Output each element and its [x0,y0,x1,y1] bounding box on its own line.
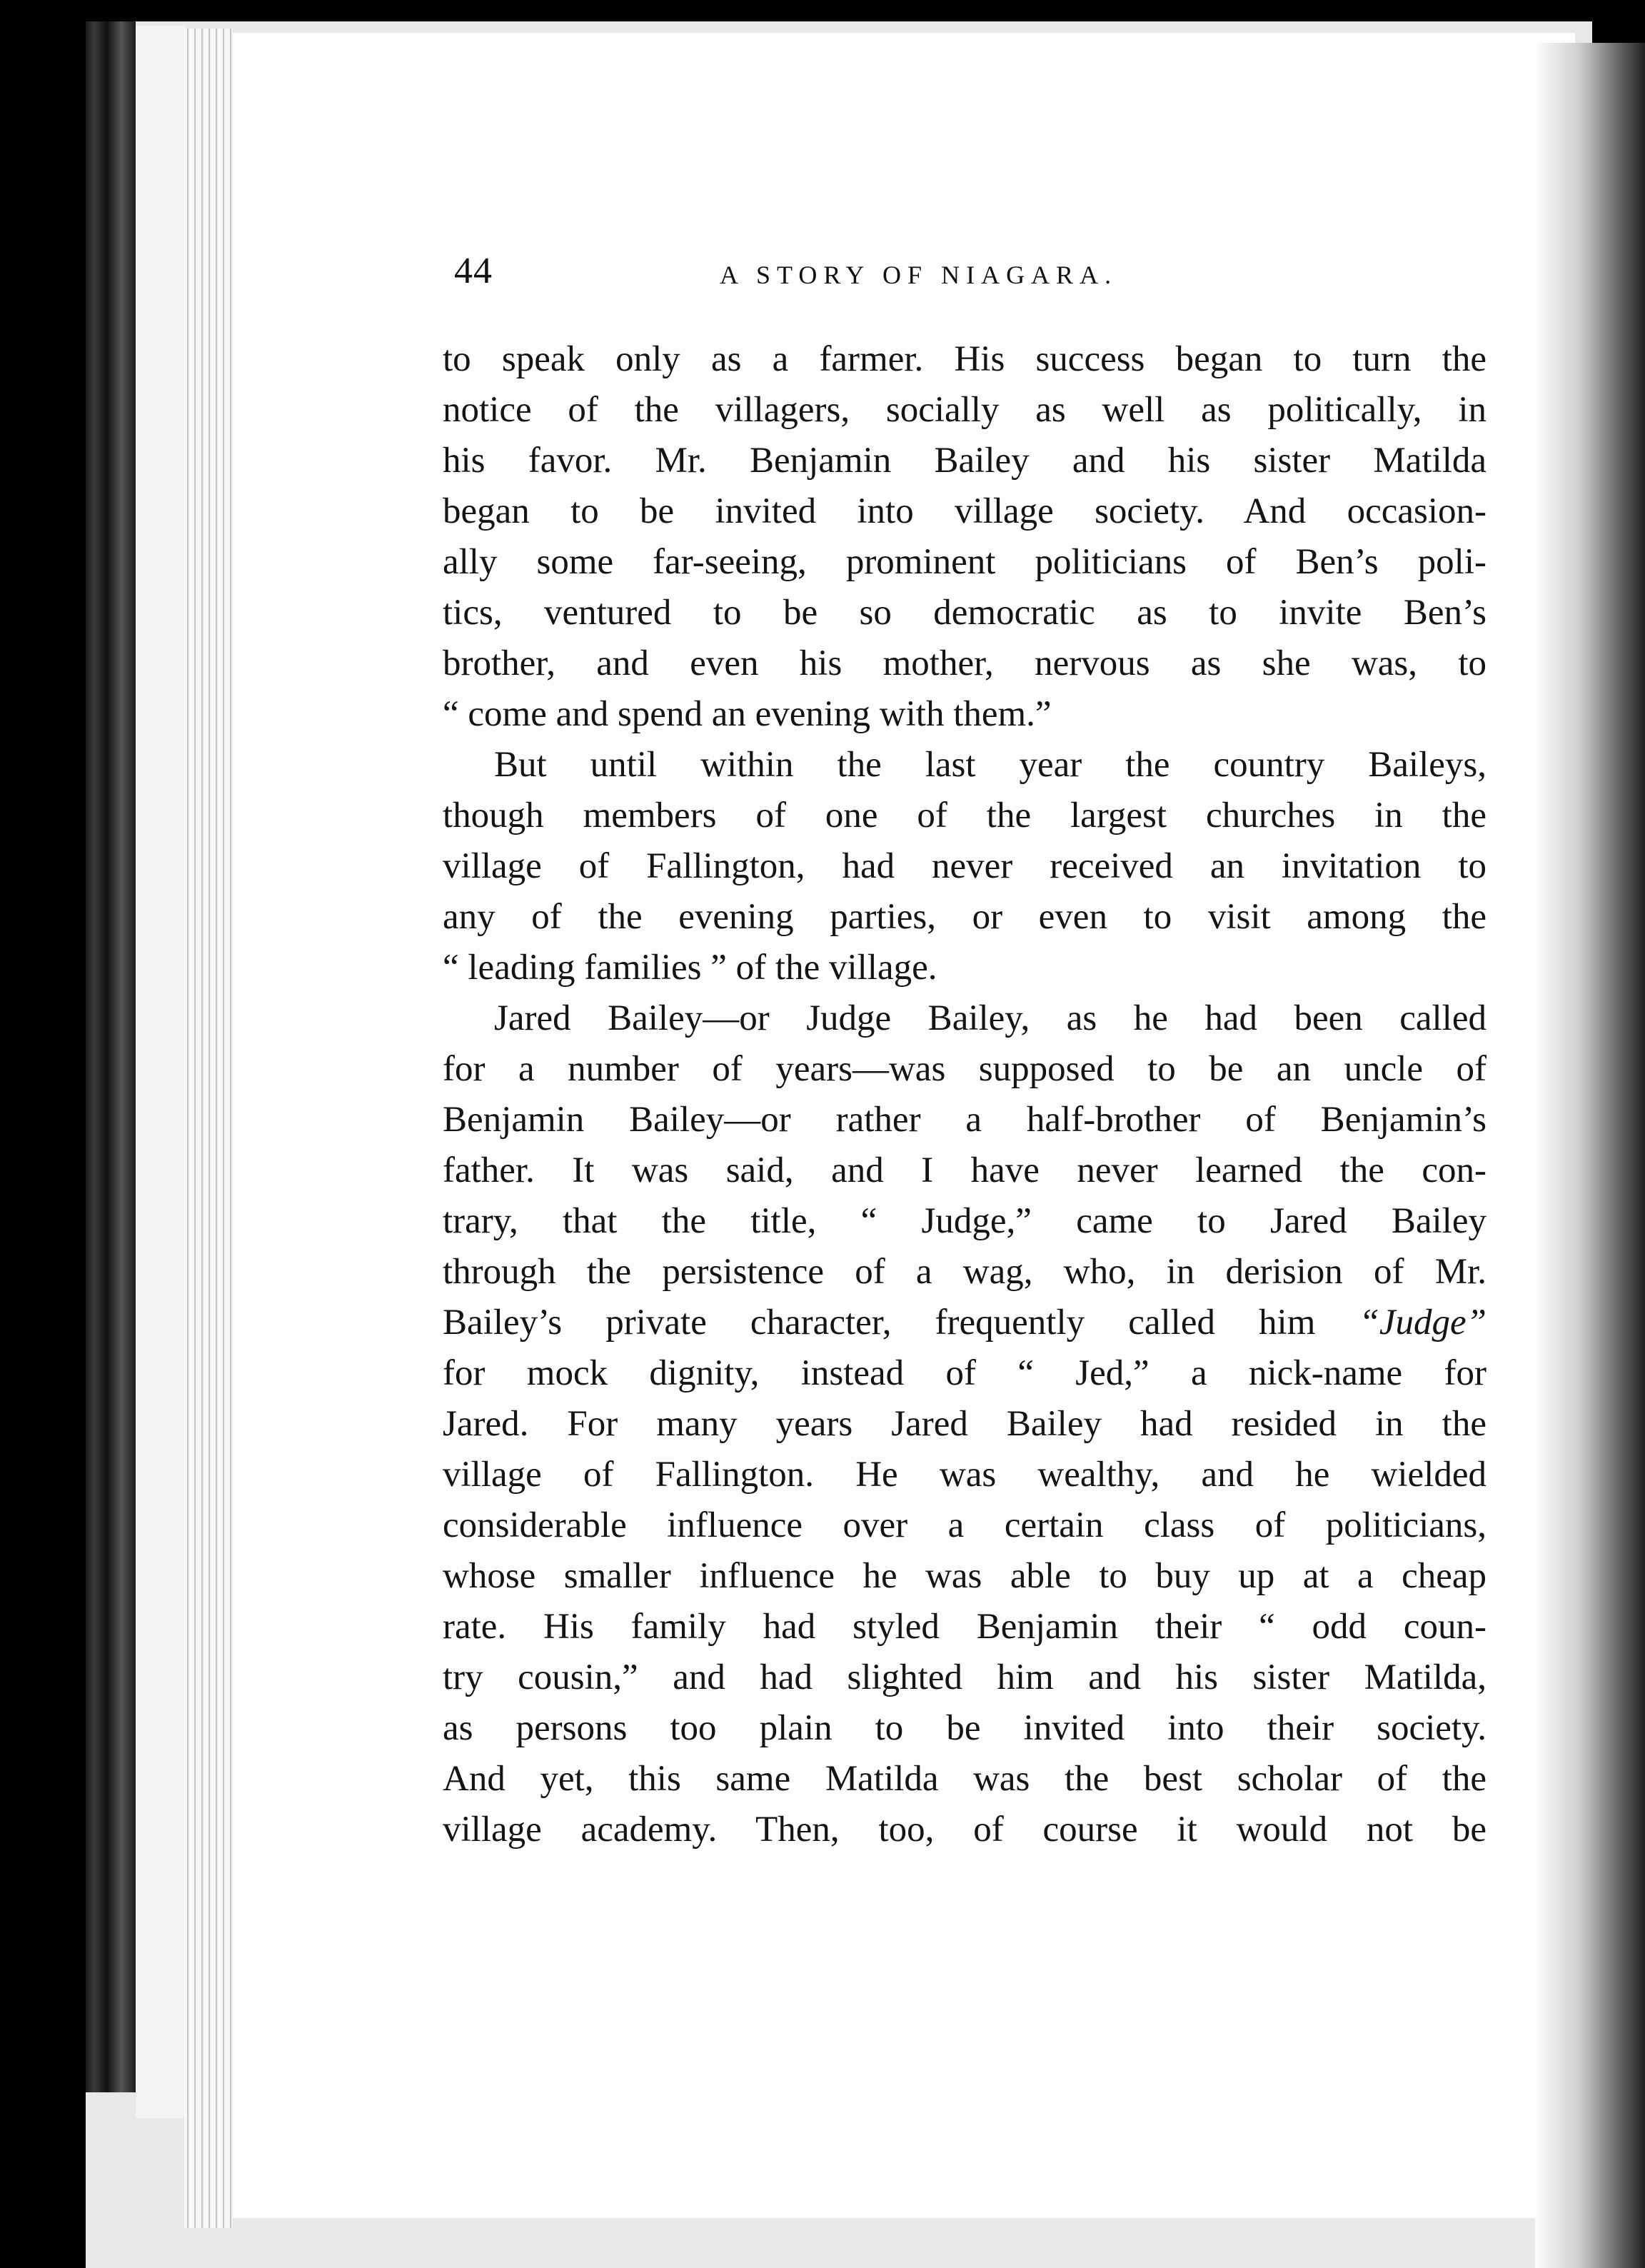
text-line: though members of one of the largest churches in the [443,796,1486,836]
text-line: “ come and spend an evening with them.” [443,694,1052,734]
running-title: A STORY OF NIAGARA. [720,261,1118,289]
text-line: tics, ventured to be so democratic as to invite Ben’s [443,593,1486,633]
text-line: brother, and even his mother, nervous as she was, to [443,643,1486,683]
text-line: “ leading families ” of the village. [443,948,937,988]
text-line: for a number of years—was supposed to be an uncle of [443,1049,1486,1089]
text-line: to speak only as a farmer. His success began to turn the [443,339,1486,379]
text-line: Jared. For many years Jared Bailey had resided in the [443,1404,1486,1444]
text-line: Benjamin Bailey—or rather a half-brother of Benjamin’s [443,1100,1486,1140]
page-shadow [1535,43,1645,2268]
page-gutter [136,26,186,2118]
body-text [443,334,1486,1855]
text-line-with-italic [443,1298,1486,1348]
text-line: began to be invited into village society. And occasion- [443,491,1486,531]
text-line: Jared Bailey—or Judge Bailey, as he had been called [494,998,1486,1038]
text-line: notice of the villagers, socially as well as politically, in [443,390,1486,430]
text-segment: Bailey’s private character, frequently called him [443,1303,1316,1343]
text-line: ally some far-seeing, prominent politicians of Ben’s poli- [443,542,1486,582]
text-line: But until within the last year the country Baileys, [494,745,1486,785]
binding-edge [86,21,136,2092]
text-line: considerable influence over a certain class of politicians, [443,1505,1486,1545]
text-line: trary, that the title, “ Judge,” came to Jared Bailey [443,1201,1486,1241]
text-line: try cousin,” and had slighted him and his sister Matilda, [443,1657,1486,1697]
italic-word: “Judge” [1359,1303,1486,1343]
page-header [454,250,1239,300]
text-line: village of Fallington, had never received an invitation to [443,846,1486,886]
text-line: for mock dignity, instead of “ Jed,” a nick-name for [443,1353,1486,1393]
text-line: father. It was said, and I have never learned the con- [443,1150,1486,1190]
text-line: as persons too plain to be invited into their society. [443,1708,1486,1748]
text-line: rate. His family had styled Benjamin their “ odd coun- [443,1607,1486,1647]
text-line: any of the evening parties, or even to visit among the [443,897,1486,937]
page-number: 44 [454,251,493,291]
page-stack-edge [184,29,233,2228]
text-line: his favor. Mr. Benjamin Bailey and his sister Matilda [443,441,1486,481]
text-line: village of Fallington. He was wealthy, and he wielded [443,1455,1486,1495]
text-line: And yet, this same Matilda was the best scholar of the [443,1759,1486,1799]
text-line: through the persistence of a wag, who, in derision of Mr. [443,1252,1486,1292]
text-line: village academy. Then, too, of course it would not be [443,1810,1486,1850]
text-line: whose smaller influence he was able to buy up at a cheap [443,1556,1486,1596]
